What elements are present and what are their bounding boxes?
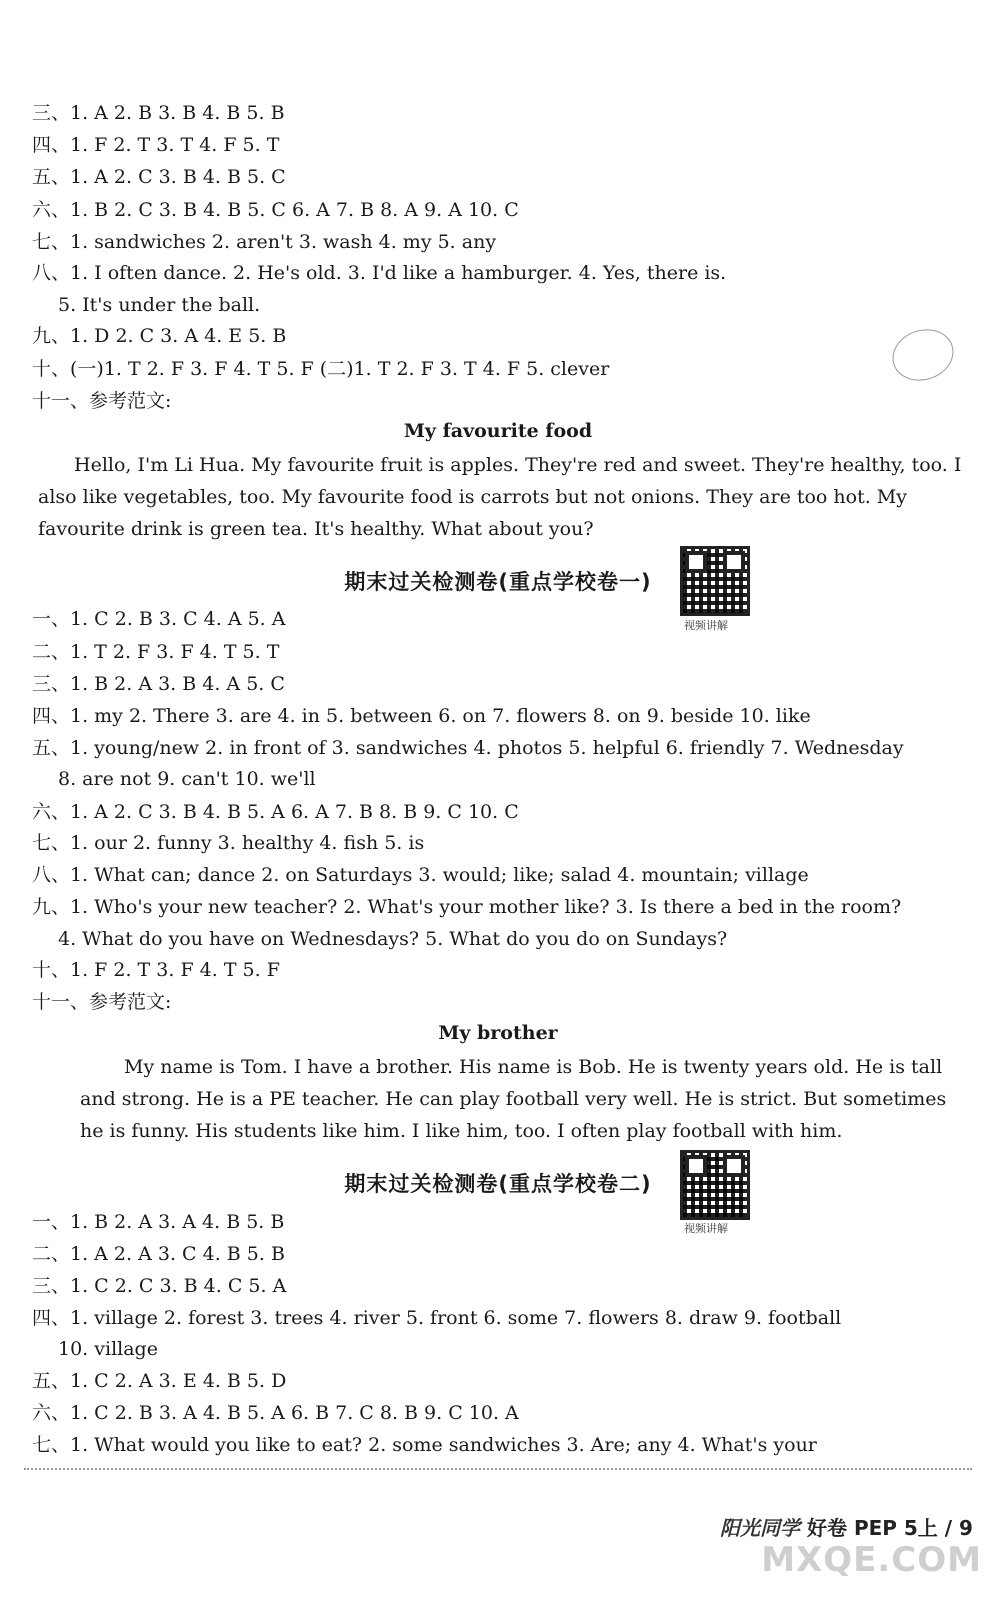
- answer-line: 十一、参考范文:: [32, 991, 172, 1013]
- answer-line: 三、1. C 2. C 3. B 4. C 5. A: [32, 1275, 287, 1297]
- stamp-seal: [886, 322, 960, 389]
- answer-line: 七、1. sandwiches 2. aren't 3. wash 4. my 5. any: [32, 231, 497, 253]
- answer-line: 一、1. C 2. B 3. C 4. A 5. A: [32, 608, 286, 630]
- answer-line: 二、1. T 2. F 3. F 4. T 5. T: [32, 641, 280, 663]
- answer-line: 八、1. I often dance. 2. He's old. 3. I'd like a hamburger. 4. Yes, there is.: [32, 262, 727, 284]
- essay1-title: My favourite food: [403, 420, 593, 442]
- answer-line: 四、1. F 2. T 3. T 4. F 5. T: [32, 134, 280, 156]
- qr-label-2: 视频讲解: [684, 1222, 728, 1235]
- answer-line: 六、1. C 2. B 3. A 4. B 5. A 6. B 7. C 8. B 9. C 10. A: [32, 1402, 519, 1424]
- answer-line: 五、1. C 2. A 3. E 4. B 5. D: [32, 1370, 287, 1392]
- answer-line: 十、1. F 2. T 3. F 4. T 5. F: [32, 959, 280, 981]
- answer-line: 五、1. A 2. C 3. B 4. B 5. C: [32, 166, 286, 188]
- footer-divider: [24, 1468, 972, 1470]
- answer-line: 四、1. my 2. There 3. are 4. in 5. between 6. on 7. flowers 8. on 9. beside 10. like: [32, 705, 811, 727]
- answer-line: 三、1. B 2. A 3. B 4. A 5. C: [32, 673, 285, 695]
- answer-line: 一、1. B 2. A 3. A 4. B 5. B: [32, 1211, 285, 1233]
- answer-line: 10. village: [58, 1338, 158, 1360]
- footer-brand: 阳光同学: [720, 1516, 800, 1540]
- answer-line: 七、1. What would you like to eat? 2. some sandwiches 3. Are; any 4. What's your: [32, 1434, 817, 1456]
- answer-line: 5. It's under the ball.: [58, 294, 261, 316]
- footer: 阳光同学 好卷 PEP 5上 / 9: [720, 1516, 973, 1540]
- section2-title: 期末过关检测卷(重点学校卷二): [344, 1172, 652, 1196]
- answer-line: 六、1. A 2. C 3. B 4. B 5. A 6. A 7. B 8. B 9. C 10. C: [32, 801, 519, 823]
- qr-code-1[interactable]: [680, 546, 750, 616]
- answer-line: 4. What do you have on Wednesdays? 5. What do you do on Sundays?: [58, 928, 728, 950]
- answer-line: 十一、参考范文:: [32, 390, 172, 412]
- answer-line: 三、1. A 2. B 3. B 4. B 5. B: [32, 102, 285, 124]
- essay2-title: My brother: [438, 1022, 558, 1044]
- answer-line: 8. are not 9. can't 10. we'll: [58, 768, 316, 790]
- essay1-body: Hello, I'm Li Hua. My favourite fruit is apples. They're red and sweet. They're healthy, too. I also like vegetables, too. My favourite food is carrots but not onions. They are too hot. My favourite drink is green tea. It's healthy. What about you?: [38, 454, 962, 540]
- essay2-body: My name is Tom. I have a brother. His name is Bob. He is twenty years old. He is tall and strong. He is a PE teacher. He can play football very well. He is strict. But sometimes he is funny. His students like him. I like him, too. I often play football with him.: [80, 1056, 947, 1142]
- answer-line: 五、1. young/new 2. in front of 3. sandwiches 4. photos 5. helpful 6. friendly 7. Wednesday: [32, 737, 904, 759]
- answer-line: 九、1. Who's your new teacher? 2. What's your mother like? 3. Is there a bed in the room?: [32, 896, 902, 918]
- answer-line: 二、1. A 2. A 3. C 4. B 5. B: [32, 1243, 285, 1265]
- watermark: MXQE.COM: [761, 1540, 982, 1580]
- footer-series: 好卷: [806, 1516, 847, 1540]
- answer-line: 八、1. What can; dance 2. on Saturdays 3. would; like; salad 4. mountain; village: [32, 864, 809, 886]
- qr-label-1: 视频讲解: [684, 619, 728, 632]
- answer-line: 十、(一)1. T 2. F 3. F 4. T 5. F (二)1. T 2. F 3. T 4. F 5. clever: [32, 358, 610, 380]
- qr-code-2[interactable]: [680, 1150, 750, 1220]
- footer-page-number: 9: [959, 1516, 973, 1540]
- footer-edition: PEP 5上: [853, 1516, 938, 1540]
- section1-title: 期末过关检测卷(重点学校卷一): [344, 570, 652, 594]
- answer-line: 六、1. B 2. C 3. B 4. B 5. C 6. A 7. B 8. A 9. A 10. C: [32, 199, 519, 221]
- answer-line: 九、1. D 2. C 3. A 4. E 5. B: [32, 325, 287, 347]
- answer-line: 七、1. our 2. funny 3. healthy 4. fish 5. is: [32, 832, 425, 854]
- answer-line: 四、1. village 2. forest 3. trees 4. river 5. front 6. some 7. flowers 8. draw 9. football: [32, 1307, 842, 1329]
